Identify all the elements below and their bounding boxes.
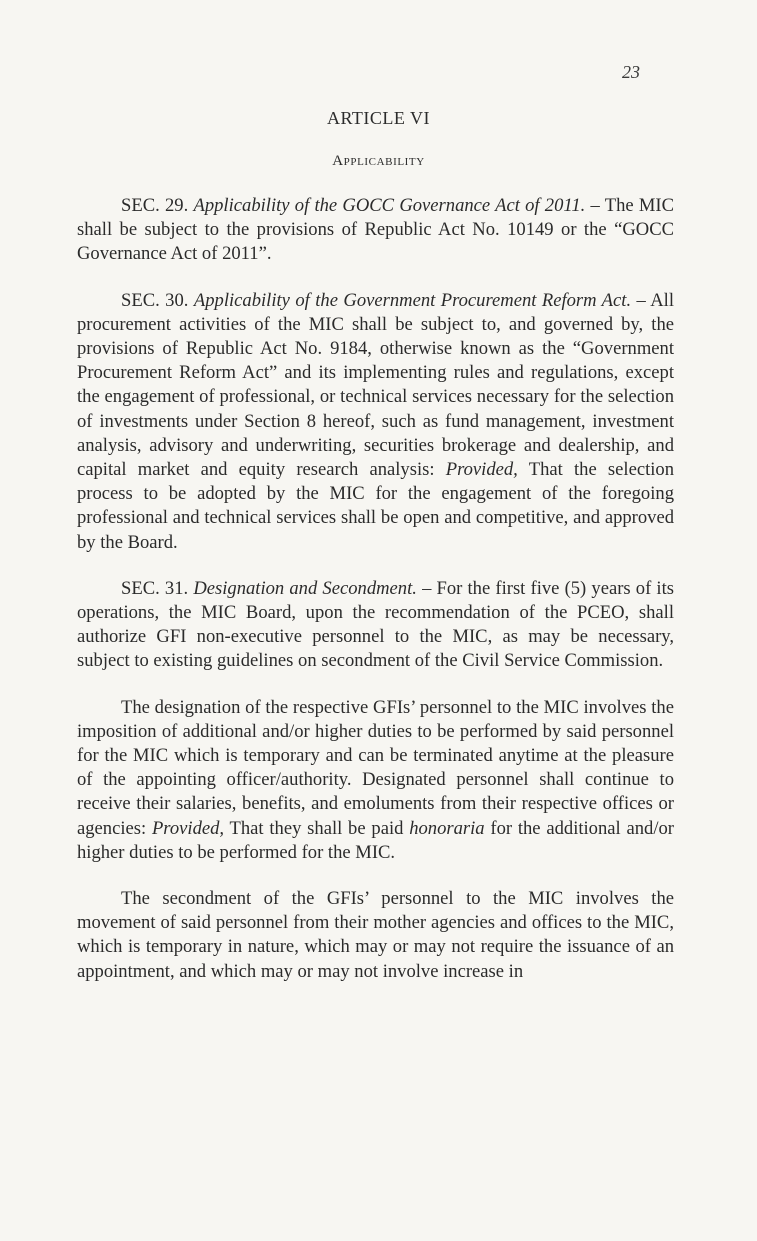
paragraph-text: The designation of the respective GFIs’ personnel to the MIC involves the imposition of additional and/or higher duties to be performed by said personnel for the MIC which is temporary and can be terminated anytime at the pleasure of the appointing officer/authority. Designated personnel shall continue to receive their salaries, benefits, and emoluments from their respective offices or agencies:: [77, 696, 674, 839]
section-heading: Designation and Secondment.: [193, 577, 417, 599]
section-label: SEC. 29.: [121, 195, 189, 216]
section-30: [77, 289, 674, 555]
paragraph-text: The secondment of the GFIs’ personnel to the MIC involves the movement of said personnel from their mother agencies and offices to the MIC, which is temporary in nature, which may or may not require the issuance of an appointment, and which may or may not involve increase in: [77, 888, 674, 982]
honoraria-term: honoraria: [409, 817, 485, 839]
proviso: Provided,: [151, 817, 225, 839]
section-label: SEC. 31.: [121, 577, 189, 599]
section-text: – All procurement activities of the MIC shall be subject to, and governed by, the provisions of Republic Act No. 9184, otherwise known as the “Government Procurement Reform Act” and its implementing rules and regulations, except the engagement of professional, or technical services necessary for the selection of investments under Section 8 hereof, such as fund management, investment analysis, advisory and underwriting, securities brokerage and dealership, and capital market and equity research analysis:: [77, 289, 675, 481]
paragraph-text: for the additional and/or higher duties to be performed for the MIC.: [77, 817, 674, 863]
article-title: ARTICLE VI: [326, 108, 431, 128]
paragraph-text: That they shall be paid: [224, 817, 410, 839]
page-number: 23: [622, 62, 640, 82]
article-subtitle: Applicability: [332, 153, 425, 169]
section-heading: Applicability of the GOCC Governance Act of 2011.: [193, 195, 586, 216]
proviso: Provided,: [445, 459, 518, 481]
section-text: – For the first five (5) years of its operations, the MIC Board, upon the recommendation of the PCEO, shall authorize GFI non-executive personnel to the MIC, as may be necessary, subject to existing guidelines on secondment of the Civil Service Commission.: [77, 577, 675, 672]
section-label: SEC. 30.: [121, 289, 189, 311]
document-body: [77, 194, 674, 1006]
section-heading: Applicability of the Government Procurement Reform Act.: [193, 289, 632, 311]
section-31: [77, 577, 674, 674]
paragraph-secondment: [77, 887, 674, 984]
section-29: [77, 194, 674, 267]
section-text: – The MIC shall be subject to the provisions of Republic Act No. 10149 or the “GOCC Governance Act of 2011”.: [77, 195, 674, 265]
paragraph-designation: [77, 696, 674, 865]
section-text-after: That the selection process to be adopted by the MIC for the engagement of the foregoing professional and technical services shall be open and competitive, and approved by the Board.: [77, 459, 674, 553]
